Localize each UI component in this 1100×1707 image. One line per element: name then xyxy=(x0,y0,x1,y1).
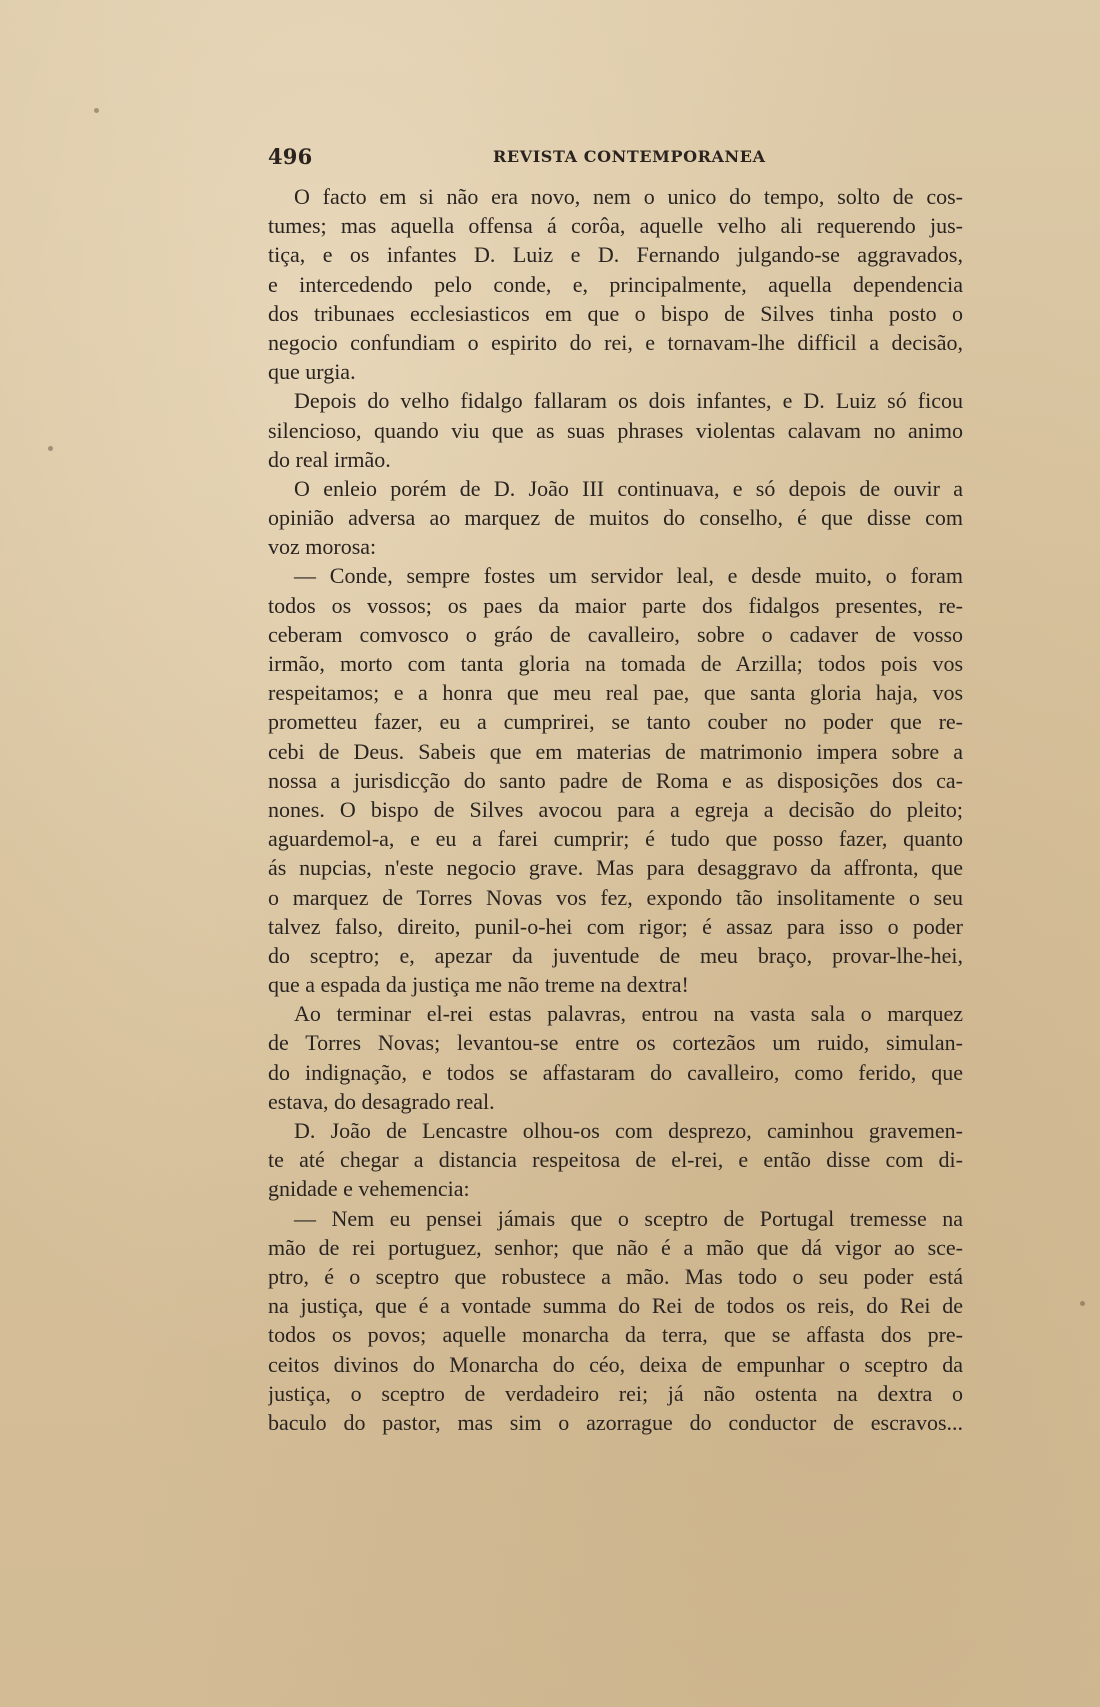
text-line: talvez falso, direito, punil-o-hei com rigor; é assaz para isso o poder xyxy=(268,913,963,939)
text-line: tumes; mas aquella offensa á corôa, aquelle velho ali requerendo jus- xyxy=(268,213,963,239)
text-line: voz morosa: xyxy=(268,534,377,560)
text-line: D. João de Lencastre olhou-os com desprezo, caminhou gravemen- xyxy=(294,1118,963,1143)
text-line: — Conde, sempre fostes um servidor leal, e desde muito, o foram xyxy=(294,563,963,589)
page-header xyxy=(268,144,968,172)
text-line: Ao terminar el-rei estas palavras, entrou na vasta sala o marquez xyxy=(294,1001,963,1027)
text-line: ás nupcias, n'este negocio grave. Mas para desaggravo da affronta, que xyxy=(268,855,963,881)
paper-speck xyxy=(94,108,99,113)
text-line: todos os vossos; os paes da maior parte dos fidalgos presentes, re- xyxy=(268,592,963,618)
page-number: 496 xyxy=(268,144,313,169)
text-line: do real irmão. xyxy=(268,446,391,472)
text-line: te até chegar a distancia respeitosa de el-rei, e então disse com di- xyxy=(268,1147,963,1173)
running-head: REVISTA CONTEMPORANEA xyxy=(493,147,766,166)
text-line: prometteu fazer, eu a cumprirei, se tanto couber no poder que re- xyxy=(268,709,963,735)
paper-speck xyxy=(48,446,53,451)
text-line: nossa a jurisdicção do santo padre de Roma e as disposições dos ca- xyxy=(268,767,963,793)
text-line: justiça, o sceptro de verdadeiro rei; já não ostenta na dextra o xyxy=(268,1380,963,1406)
text-line: gnidade e vehemencia: xyxy=(268,1176,470,1202)
text-line: mão de rei portuguez, senhor; que não é a mão que dá vigor ao sce- xyxy=(268,1234,963,1260)
text-line: — Nem eu pensei jámais que o sceptro de Portugal tremesse na xyxy=(294,1205,963,1231)
text-line: estava, do desagrado real. xyxy=(268,1088,495,1114)
text-line: negocio confundiam o espirito do rei, e tornavam-lhe difficil a decisão, xyxy=(268,329,963,355)
text-line: irmão, morto com tanta gloria na tomada de Arzilla; todos pois vos xyxy=(268,651,963,676)
text-line: de Torres Novas; levantou-se entre os cortezãos um ruido, simulan- xyxy=(268,1030,963,1056)
text-line: do sceptro; e, apezar da juventude de meu braço, provar-lhe-hei, xyxy=(268,942,963,968)
text-line: silencioso, quando viu que as suas phrases violentas calavam no animo xyxy=(268,417,963,443)
text-line: nones. O bispo de Silves avocou para a egreja a decisão do pleito; xyxy=(268,796,963,822)
text-line: O facto em si não era novo, nem o unico do tempo, solto de cos- xyxy=(294,184,963,209)
text-line: baculo do pastor, mas sim o azorrague do conductor de escravos... xyxy=(268,1409,963,1435)
text-line: na justiça, que é a vontade summa do Rei de todos os reis, do Rei de xyxy=(268,1293,963,1319)
text-line: dos tribunaes ecclesiasticos em que o bispo de Silves tinha posto o xyxy=(268,300,963,326)
text-line: do indignação, e todos se affastaram do cavalleiro, como ferido, que xyxy=(268,1059,963,1085)
text-line: O enleio porém de D. João III continuava, e só depois de ouvir a xyxy=(294,475,963,501)
text-line: e intercedendo pelo conde, e, principalmente, aquella dependencia xyxy=(268,271,963,297)
text-line: ceberam comvosco o gráo de cavalleiro, sobre o cadaver de vosso xyxy=(268,621,963,647)
text-line: cebi de Deus. Sabeis que em materias de matrimonio impera sobre a xyxy=(268,738,963,764)
text-line: ptro, é o sceptro que robustece a mão. Mas todo o seu poder está xyxy=(268,1263,963,1289)
text-line: Depois do velho fidalgo fallaram os dois infantes, e D. Luiz só ficou xyxy=(294,388,963,414)
body-text xyxy=(268,182,963,1437)
text-line: respeitamos; e a honra que meu real pae, que santa gloria haja, vos xyxy=(268,680,963,706)
text-line: que urgia. xyxy=(268,359,356,385)
text-line: que a espada da justiça me não treme na dextra! xyxy=(268,972,689,998)
text-line: todos os povos; aquelle monarcha da terra, que se affasta dos pre- xyxy=(268,1322,963,1348)
text-line: ceitos divinos do Monarcha do céo, deixa de empunhar o sceptro da xyxy=(268,1351,963,1377)
text-line: aguardemol-a, e eu a farei cumprir; é tudo que posso fazer, quanto xyxy=(268,826,963,852)
text-line: opinião adversa ao marquez de muitos do conselho, é que disse com xyxy=(268,505,963,531)
text-line: o marquez de Torres Novas vos fez, expondo tão insolitamente o seu xyxy=(268,884,963,910)
paper-speck xyxy=(1080,1301,1085,1306)
text-line: tiça, e os infantes D. Luiz e D. Fernando julgando-se aggravados, xyxy=(268,242,963,268)
